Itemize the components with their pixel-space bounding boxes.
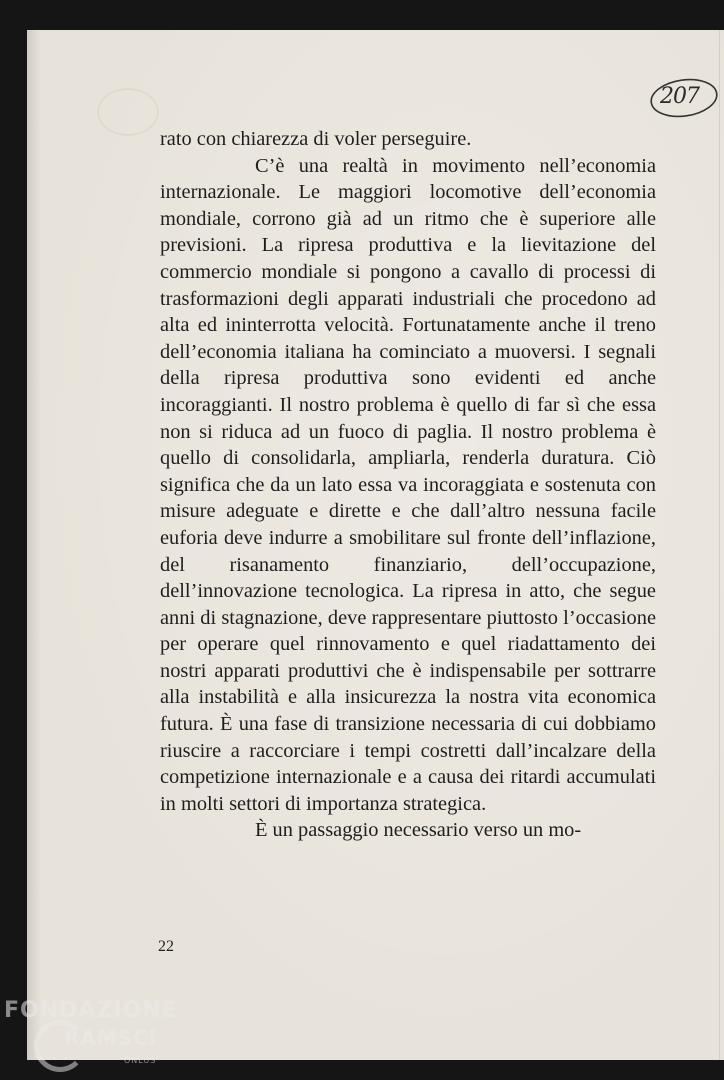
watermark-line2: RAMSCI <box>64 1026 158 1050</box>
page-edge-shadow <box>719 30 720 1060</box>
paragraph-continuation: rato con chiarezza di voler perseguire. <box>160 128 472 150</box>
page-number: 22 <box>158 938 174 955</box>
fondazione-gramsci-watermark <box>4 998 194 1078</box>
book-page <box>27 30 724 1060</box>
body-text <box>160 126 656 844</box>
handwritten-folio-number <box>646 76 724 124</box>
faded-stamp-mark <box>97 88 159 136</box>
folio-number-text: 207 <box>660 84 699 109</box>
watermark-sub: ONLUS <box>124 1056 157 1065</box>
paragraph-final: È un passaggio necessario verso un mo- <box>255 819 582 842</box>
watermark-line1: FONDAZIONE <box>4 998 178 1023</box>
paragraph-main: C’è una realtà in movimento nell’economia internazionale. Le maggiori locomotive dell’economia mondiale, corrono già ad un ritmo che è superiore alle previsioni. La ripresa produttiva e la lievitazione del commercio mondiale si pongono a cavallo di processi di trasformazioni degli apparati industriali che procedono ad alta ed ininterrotta velocità. Fortunatamente anche il treno dell’economia italiana ha cominciato a muoversi. I segnali della ripresa produttiva sono evidenti ed anche incoraggianti. Il nostro problema è quello di far sì che essa non si riduca ad un fuoco di paglia. Il nostro problema è quello di consolidarla, ampliarla, renderla duratura. Ciò significa che da un lato essa va incoraggiata e sostenuta con misure adeguate e dirette e che dall’altro nessuna facile euforia deve indurre a smobilitare sul fronte dell’inflazione, del risanamento finanziario, dell’occupazione, dell’innovazione tecnologica. La ripresa in atto, che segue anni di stagnazione, deve rappresentare piuttosto l’occasione per operare quel rinnovamento e quel riadattamento dei nostri apparati produttivi che è indispensabile per sottrarre alla instabilità e alla insicurezza la nostra vita economica futura. È una fase di transizione necessaria di cui dobbiamo riuscire a raccorciare i tempi costretti dall’incalzare della competizione internazionale e a causa dei ritardi accumulati in molti settori di importanza strategica. <box>160 154 656 815</box>
